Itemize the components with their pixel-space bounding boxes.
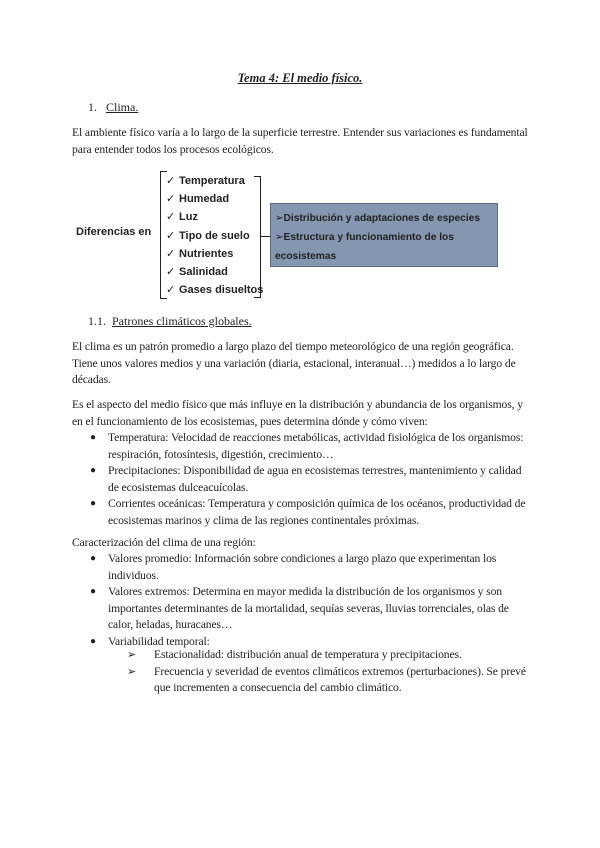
- difference-item: ✓ Gases disueltos: [166, 281, 263, 299]
- sublist-item: ➢ Frecuencia y severidad de eventos climáticos extremos (perturbaciones). Se prevé que incrementen a consecuencia del cambio climático.: [127, 664, 526, 694]
- difference-item: ✓ Nutrientes: [166, 245, 263, 263]
- check-icon: ✓: [166, 211, 176, 224]
- check-icon: ✓: [166, 229, 176, 242]
- temporal-variability-sublist: [127, 647, 533, 697]
- section-heading-clima: [88, 100, 138, 115]
- subsection-heading-patrones: [88, 314, 252, 329]
- bullet-icon: ●: [90, 586, 96, 597]
- page-title: Tema 4: El medio físico.: [237, 71, 363, 85]
- list-item: ● Valores promedio: Información sobre condiciones a largo plazo que experimentan los individuos.: [90, 552, 497, 582]
- subsection-label: Patrones climáticos globales.: [112, 314, 252, 328]
- check-icon: ✓: [166, 175, 176, 187]
- outcomes-box: [270, 203, 498, 267]
- characterization-list: [72, 551, 532, 650]
- check-icon: ✓: [166, 284, 176, 297]
- bullet-icon: ●: [90, 635, 96, 647]
- check-icon: ✓: [166, 265, 176, 278]
- intro-paragraph: El ambiente físico varía a lo largo de la superficie terrestre. Entender sus variaciones es fundamental para entender todos los procesos ecológicos.: [72, 126, 528, 156]
- bullet-icon: ●: [90, 465, 96, 476]
- difference-item: ✓ Salinidad: [166, 263, 263, 281]
- clima-definition-paragraph: El clima es un patrón promedio a largo plazo del tiempo meteorológico de una región geográfica. Tiene unos valores medios y una variación (diaria, estacional, interanual…) medidos a lo largo de décadas.: [72, 340, 516, 386]
- difference-item: ✓ Temperatura: [166, 172, 263, 190]
- sublist-item: ➢ Estacionalidad: distribución anual de temperatura y precipitaciones.: [127, 647, 533, 664]
- characterization-heading: Caracterización del clima de una región:: [72, 536, 256, 549]
- right-bracket: [254, 176, 261, 298]
- check-icon: ✓: [166, 193, 176, 206]
- differences-list: [166, 172, 263, 299]
- bullet-icon: ●: [90, 432, 96, 443]
- subsection-number: 1.1.: [88, 314, 106, 328]
- outcome-line: ➢Estructura y funcionamiento de los: [275, 232, 454, 243]
- list-item: ● Valores extremos: Determina en mayor medida la distribución de los organismos y son importantes determinantes de la mortalidad, sequías severas, lluvias torrenciales, olas de calor, heladas, huracanes…: [90, 585, 509, 631]
- list-item: ● Variabilidad temporal:: [72, 634, 532, 651]
- arrow-icon: ➢: [127, 649, 137, 661]
- arrow-icon: ➢: [127, 665, 137, 678]
- list-item: ● Temperatura: Velocidad de reacciones metabólicas, actividad fisiológica de los organismos: respiración, fotosíntesis, digestión, crecimiento…: [90, 431, 524, 461]
- difference-item: ✓ Tipo de suelo: [166, 227, 263, 245]
- outcome-line: ecosistemas: [275, 251, 337, 262]
- section-label: Clima.: [106, 100, 139, 114]
- section-number: 1.: [88, 100, 97, 114]
- diagram-label: Diferencias en: [76, 226, 152, 238]
- influence-paragraph: Es el aspecto del medio físico que más influye en la distribución y abundancia de los organismos, y en el funcionamiento de los ecosistemas, pues determina dónde y cómo viven:: [72, 398, 523, 428]
- difference-item: ✓ Luz: [166, 208, 263, 226]
- factors-list: [72, 430, 532, 529]
- check-icon: ✓: [166, 247, 176, 260]
- list-item: ● Precipitaciones: Disponibilidad de agua en ecosistemas terrestres, mantenimiento y calidad de ecosistemas dulceacuícolas.: [90, 464, 522, 494]
- bullet-icon: ●: [90, 553, 96, 564]
- list-item: ● Corrientes oceánicas: Temperatura y composición química de los océanos, productividad de ecosistemas marinos y clima de las regiones continentales próximas.: [90, 497, 526, 527]
- bracket-connector: [260, 236, 270, 237]
- bullet-icon: ●: [90, 498, 96, 509]
- outcome-line: ➢Distribución y adaptaciones de especies: [275, 213, 480, 224]
- difference-item: ✓ Humedad: [166, 190, 263, 208]
